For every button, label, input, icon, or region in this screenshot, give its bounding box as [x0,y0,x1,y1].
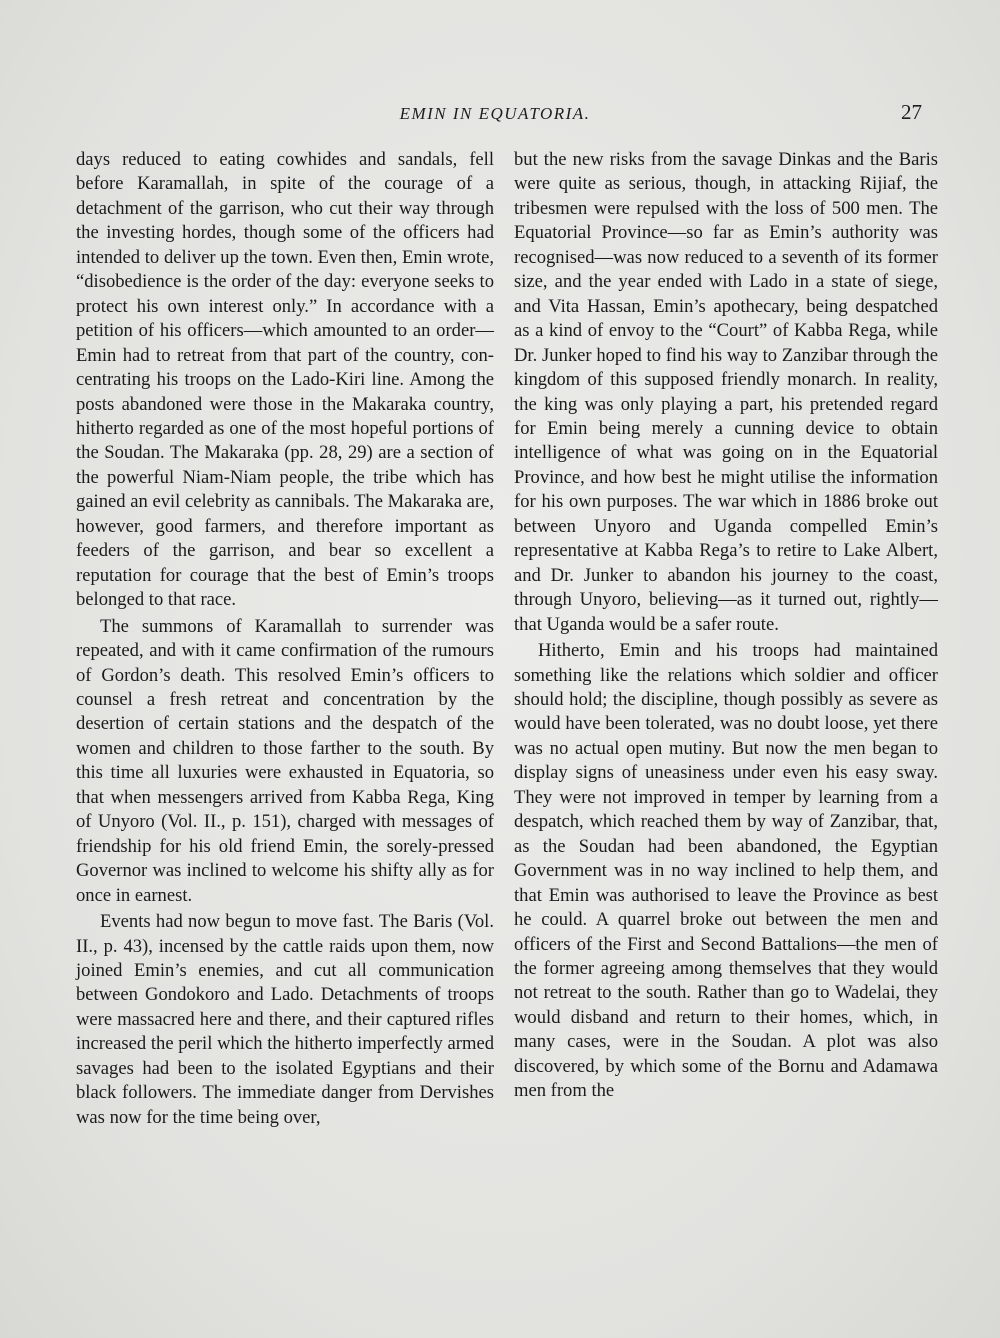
right-column [514,148,938,1104]
running-title: EMIN IN EQUATORIA. [399,104,591,123]
paragraph: but the new risks from the savage Dinkas and the Baris were quite as serious, though, in attacking Rijiaf, the tribesmen were repulsed with the loss of 500 men. The Equatorial Province—so far as Emin’s authority was recognised—was now reduced to a seventh of its former size, and the year ended with Lado in a state of siege, and Vita Hassan, Emin’s apothecary, being despatched as a kind of envoy to the “Court” of Kabba Rega, while Dr. Junker hoped to find his way to Zanzibar through the kingdom of this supposed friendly monarch. In reality, the king was only playing a part, his pretended regard for Emin being merely a cunning device to obtain intelligence of what was going on in the Equatorial Province, and how best he might utilise the information for his own purposes. The war which in 1886 broke out between Unyoro and Uganda compelled Emin’s representative at Kabba Rega’s to retire to Lake Albert, and Dr. Junker to abandon his journey to the coast, through Unyoro, believing—as it turned out, rightly—that Uganda would be a safer route. [514,149,938,635]
page-header [0,100,1000,134]
paragraph: Hitherto, Emin and his troops had maintained something like the relations which soldier and officer should hold; the discipline, though possibly as severe as would have been tolerated, was no doubt loose, yet there was no actual open mutiny. But now the men began to display signs of uneasiness under even his easy sway. They were not improved in temper by learning from a despatch, which reached them by way of Zanzibar, that, as the Soudan had been abandoned, the Egyptian Government was in no way inclined to help them, and that Emin was authorised to leave the Province as best he could. A quarrel broke out between the men and officers of the First and Second Battalions—the men of the former agreeing among themselves that they would not retreat to the south. Rather than go to Wadelai, they would disband and return to their homes, which, in many cases, were in the Soudan. A plot was also discovered, by which some of the Bornu and Adamawa men from the [514,640,938,1102]
page-number: 27 [901,100,922,124]
left-column [76,148,494,1130]
paragraph: days reduced to eating cowhides and sandals, fell before Karamallah, in spite of the courage of a detachment of the garrison, who cut their way through the investing hordes, though some of the officers had intended to deliver up the town. Even then, Emin wrote, “disobedience is the order of the day: everyone seeks to protect his own interest only.” In accordance with a petition of his officers—which amounted to an order—Emin had to retreat from that part of the country, concentrating his troops on the Lado-Kiri line. Among the posts abandoned were those in the Makaraka country, hitherto regarded as one of the most hopeful portions of the Soudan. The Makaraka (pp. 28, 29) are a section of the powerful Niam-Niam people, the tribe which has gained an evil celebrity as cannibals. The Makaraka are, however, good farmers, and therefore important as feeders of the garrison, and bear so excellent a reputation for courage that the best of Emin’s troops belonged to that race. [76,149,494,611]
paragraph: Events had now begun to move fast. The Baris (Vol. II., p. 43), incensed by the cattle raids upon them, now joined Emin’s enemies, and cut all communication between Gondokoro and Lado. Detachments of troops were massacred here and there, and their captured rifles increased the peril which the hitherto imperfectly armed savages had been to the isolated Egyptians and their black followers. The immediate danger from Dervishes was now for the time being over, [76,911,494,1128]
paragraph: The summons of Karamallah to surrender was repeated, and with it came confirmation of the rumours of Gordon’s death. This resolved Emin’s officers to counsel a fresh retreat and concentration by the desertion of certain stations and the despatch of the women and children to those farther to the south. By this time all luxuries were exhausted in Equatoria, so that when messengers arrived from Kabba Rega, King of Unyoro (Vol. II., p. 151), charged with messages of friendship for his old friend Emin, the sorely-pressed Governor was inclined to welcome his shifty ally as for once in earnest. [76,615,494,906]
